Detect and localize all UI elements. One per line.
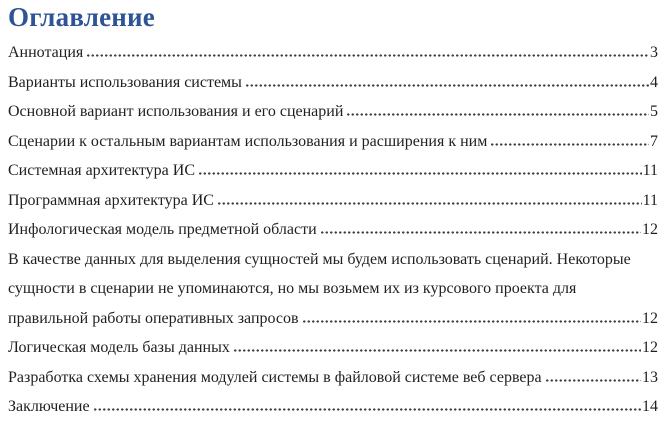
toc-entry-text: Сценарии к остальным вариантам использования и расширения к ним [8, 132, 488, 150]
toc-entry-text: правильной работы оперативных запросов [8, 309, 299, 327]
toc-page-number: 12 [642, 339, 658, 356]
toc-page-number: 3 [650, 44, 658, 61]
toc-entry-text: Инфологическая модель предметной области [8, 221, 317, 238]
toc-entry[interactable] [8, 186, 658, 216]
dot-leader [302, 320, 641, 323]
toc-entry-text: Заключение [8, 398, 90, 415]
toc-page-number: 5 [650, 103, 658, 120]
dot-leader [490, 143, 649, 146]
toc-title: Оглавление [8, 2, 155, 32]
toc-page-number: 12 [642, 221, 658, 238]
toc-entry-line: сущности в сценарии не упоминаются, но мы возьмем их из курсового проекта для [8, 280, 577, 297]
dot-leader [217, 202, 642, 205]
toc-entry[interactable] [8, 392, 658, 422]
toc-entry-last-line [8, 304, 658, 334]
toc-entry-text: Программная архитектура ИС [8, 191, 214, 209]
dot-leader [93, 408, 641, 411]
dot-leader [233, 349, 641, 352]
toc-page-number: 4 [650, 73, 658, 91]
toc-entry[interactable] [8, 38, 658, 68]
toc-entry[interactable] [8, 68, 658, 98]
toc-entry-text: Основной вариант использования и его сценарий [8, 103, 344, 120]
dot-leader [346, 113, 649, 116]
toc-entry[interactable] [8, 333, 658, 363]
toc-entry-multiline[interactable] [8, 245, 658, 334]
table-of-contents [8, 38, 658, 422]
toc-entry[interactable] [8, 127, 658, 157]
dot-leader [198, 172, 642, 175]
toc-entry[interactable] [8, 97, 658, 127]
toc-page-number: 14 [642, 398, 658, 415]
toc-entry-text: Разработка схемы хранения модулей системы в файловой системе веб сервера [8, 368, 542, 386]
toc-page-number: 7 [650, 132, 658, 150]
toc-entry-line: В качестве данных для выделения сущностей мы будем использовать сценарий. Некоторые [8, 250, 631, 268]
dot-leader [86, 54, 649, 57]
toc-entry-text: Логическая модель базы данных [8, 339, 230, 356]
toc-entry-text: Системная архитектура ИС [8, 162, 196, 179]
dot-leader [320, 231, 641, 234]
toc-entry-text: Аннотация [8, 44, 84, 61]
toc-entry[interactable] [8, 215, 658, 245]
toc-page-number: 12 [642, 309, 658, 327]
toc-entry-text: Варианты использования системы [8, 73, 242, 91]
dot-leader [245, 84, 649, 87]
toc-page-number: 11 [642, 162, 658, 179]
toc-entry[interactable] [8, 363, 658, 393]
dot-leader [545, 379, 641, 382]
toc-entry[interactable] [8, 156, 658, 186]
toc-page-number: 11 [642, 191, 658, 209]
toc-page-number: 13 [642, 368, 658, 386]
